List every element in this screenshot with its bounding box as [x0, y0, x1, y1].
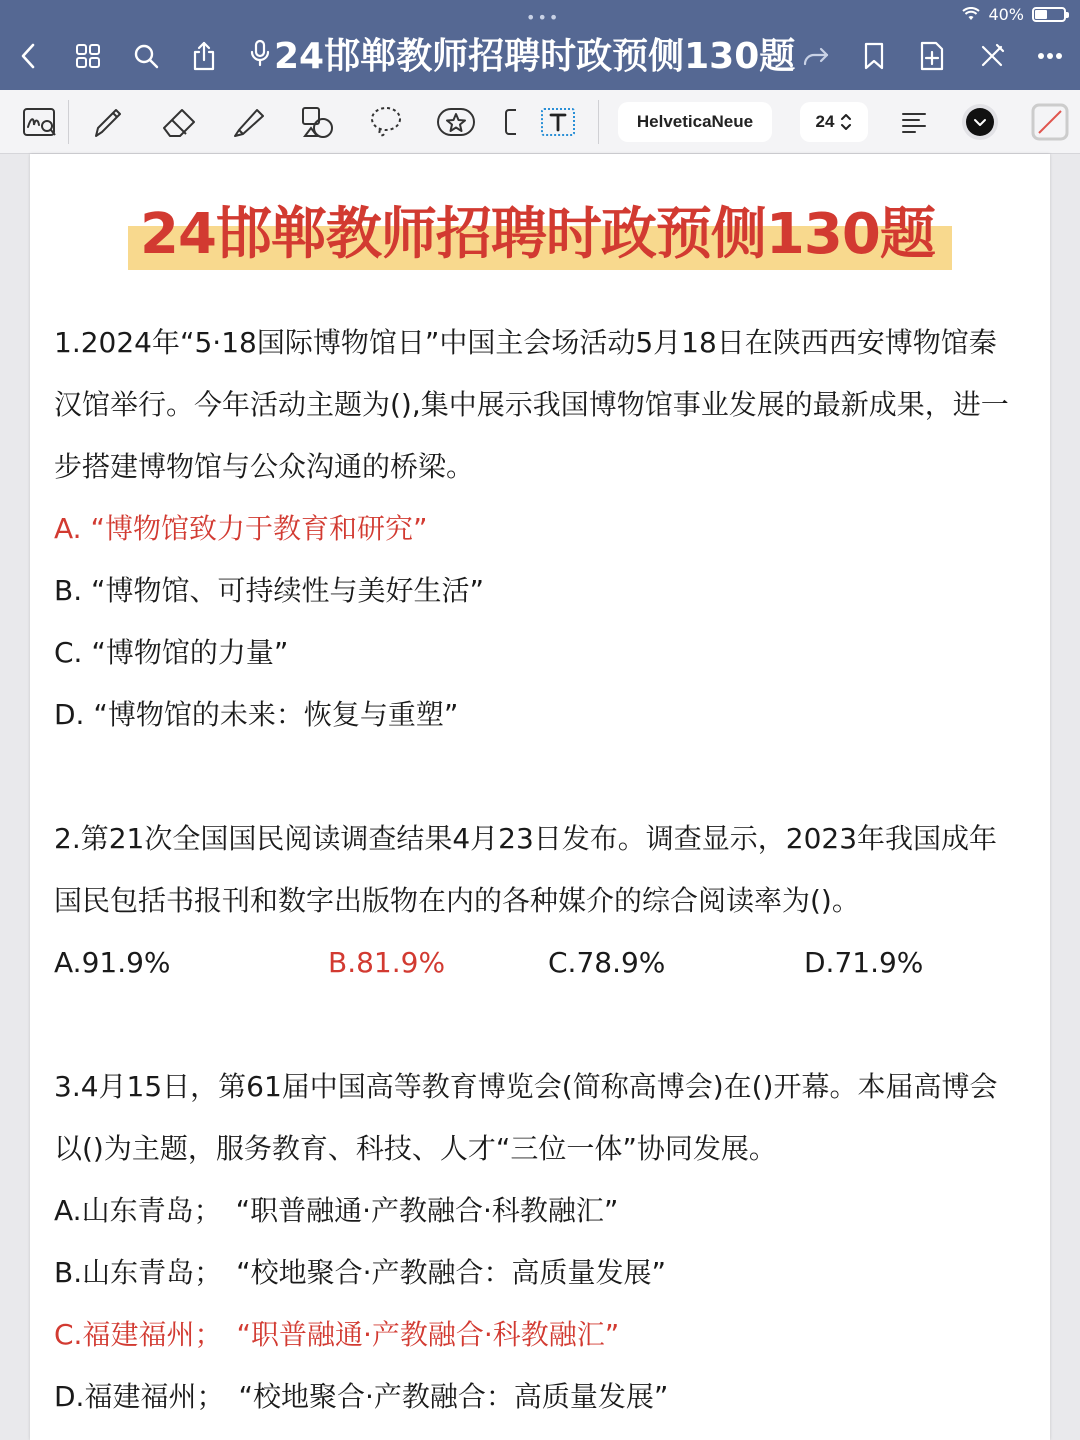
eraser-tool[interactable] — [154, 98, 202, 146]
document-title[interactable] — [250, 28, 795, 78]
question-1-option-a: A. “博物馆致力于教育和研究” — [54, 512, 428, 545]
chevron-up-down-icon — [840, 113, 852, 131]
image-tool[interactable] — [496, 98, 516, 146]
fill-color-button[interactable] — [1026, 98, 1074, 146]
share-button[interactable] — [184, 36, 224, 76]
font-size-value: 24 — [815, 112, 835, 131]
question-2-option-c: C.78.9% — [548, 946, 666, 979]
question-3-stem: 3.4月15日，第61届中国高等教育博览会(简称高博会)在()开幕。本届高博会以()为主题，服务教育、科技、人才“三位一体”协同发展。 — [54, 1070, 998, 1165]
color-swatch-icon — [960, 102, 1000, 142]
multitasking-dots[interactable]: ••• — [526, 8, 561, 27]
bookmark-icon — [863, 42, 885, 70]
annotation-toolbar — [0, 90, 1080, 154]
back-button[interactable] — [8, 36, 48, 76]
question-3-option-a: A.山东青岛； “职普融通·产教融合·科教融汇” — [54, 1194, 619, 1227]
text-color-button[interactable] — [956, 98, 1004, 146]
text-tool[interactable] — [534, 98, 582, 146]
microphone-icon — [250, 38, 270, 68]
eraser-icon — [158, 104, 198, 140]
status-area — [962, 4, 1066, 24]
shapes-icon — [299, 104, 337, 140]
document-title-text: 24邯郸教师招聘时政预侧130题 — [274, 35, 796, 77]
pen-off-icon — [979, 43, 1005, 69]
battery-percent: 40% — [988, 4, 1024, 24]
question-3-option-d: D.福建福州； “校地聚合·产教融合：高质量发展” — [54, 1380, 669, 1413]
thumbnails-button[interactable] — [68, 36, 108, 76]
align-left-icon — [901, 111, 927, 133]
text-align-button[interactable] — [890, 98, 938, 146]
font-family-select[interactable]: HelveticaNeue — [618, 102, 772, 142]
question-1-stem: 1.2024年“5·18国际博物馆日”中国主会场活动5月18日在陕西西安博物馆秦汉馆举行。今年活动主题为(),集中展示我国博物馆事业发展的最新成果，进一步搭建博物馆与公众沟通的桥梁。 — [54, 326, 1009, 483]
question-2-option-d: D.71.9% — [804, 946, 924, 979]
search-icon — [133, 43, 159, 69]
highlighter-tool[interactable] — [224, 98, 272, 146]
page-headline: 24邯郸教师招聘时政预侧130题 — [140, 202, 935, 267]
sticker-star-icon — [436, 105, 476, 139]
no-fill-icon — [1030, 102, 1070, 142]
add-page-icon — [919, 41, 945, 71]
toolbar-divider — [68, 100, 69, 144]
font-size-select[interactable] — [800, 102, 868, 142]
lasso-icon — [368, 104, 404, 140]
shapes-tool[interactable] — [294, 98, 342, 146]
image-icon — [496, 107, 516, 137]
more-button[interactable] — [1030, 36, 1070, 76]
battery-icon — [1032, 7, 1066, 22]
question-1-option-d: D. “博物馆的未来：恢复与重塑” — [54, 698, 459, 731]
redo-button[interactable] — [796, 36, 836, 76]
question-2-option-b: B.81.9% — [328, 946, 446, 979]
question-3-option-b: B.山东青岛； “校地聚合·产教融合：高质量发展” — [54, 1256, 667, 1289]
wifi-icon — [962, 7, 980, 21]
search-button[interactable] — [126, 36, 166, 76]
ellipsis-icon — [1037, 52, 1063, 60]
handwriting-tool[interactable] — [16, 98, 64, 146]
grid-icon — [75, 43, 101, 69]
text-box-icon — [540, 106, 576, 138]
close-tools-button[interactable] — [972, 36, 1012, 76]
handwriting-zoom-icon — [22, 105, 58, 139]
headline-block — [128, 190, 958, 274]
question-2-option-a: A.91.9% — [54, 946, 171, 979]
highlighter-icon — [229, 104, 267, 140]
question-1-option-b: B. “博物馆、可持续性与美好生活” — [54, 574, 485, 607]
elements-tool[interactable] — [432, 98, 480, 146]
document-page — [30, 154, 1050, 1440]
pen-tool[interactable] — [84, 98, 132, 146]
question-3-option-c: C.福建福州； “职普融通·产教融合·科教融汇” — [54, 1318, 620, 1351]
redo-icon — [801, 44, 831, 68]
share-icon — [191, 41, 217, 71]
question-1-option-c: C. “博物馆的力量” — [54, 636, 289, 669]
question-2-stem: 2.第21次全国国民阅读调查结果4月23日发布。调查显示，2023年我国成年国民包括书报刊和数字出版物在内的各种媒介的综合阅读率为()。 — [54, 822, 998, 917]
pen-icon — [90, 104, 126, 140]
title-bar — [0, 0, 1080, 90]
lasso-tool[interactable] — [362, 98, 410, 146]
chevron-left-icon — [20, 43, 36, 69]
bookmark-button[interactable] — [854, 36, 894, 76]
add-page-button[interactable] — [912, 36, 952, 76]
toolbar-divider — [598, 100, 599, 144]
